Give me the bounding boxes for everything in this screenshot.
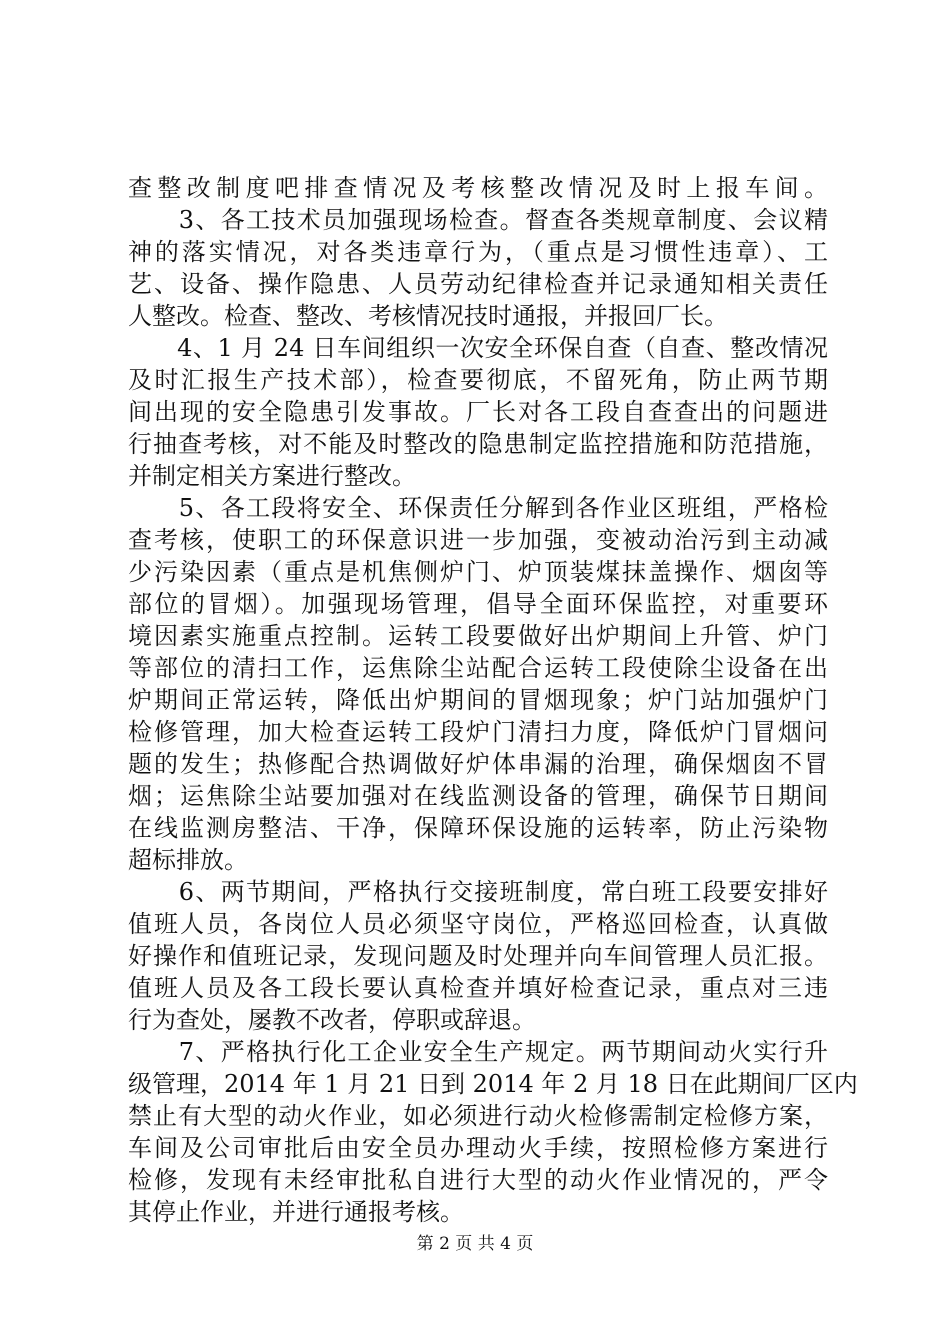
text-line: 间出现的安全隐患引发事故。厂长对各工段自查查出的问题进 — [128, 398, 828, 426]
text-line: 4、1 月 24 日车间组织一次安全环保自查（自查、整改情况 — [128, 334, 828, 362]
text-line: 并制定相关方案进行整改。 — [128, 462, 416, 490]
text-line: 烟；运焦除尘站要加强对在线监测设备的管理，确保节日期间 — [128, 782, 828, 810]
text-line: 值班人员及各工段长要认真检查并填好检查记录，重点对三违 — [128, 974, 828, 1002]
page-number: 第 2 页 共 4 页 — [416, 1234, 534, 1254]
text-line: 境因素实施重点控制。运转工段要做好出炉期间上升管、炉门 — [128, 622, 828, 650]
text-line: 5、各工段将安全、环保责任分解到各作业区班组，严格检 — [128, 494, 828, 522]
text-line: 禁止有大型的动火作业，如必须进行动火检修需制定检修方案， — [128, 1102, 828, 1130]
text-line: 车间及公司审批后由安全员办理动火手续，按照检修方案进行 — [128, 1134, 828, 1162]
text-line: 炉期间正常运转，降低出炉期间的冒烟现象；炉门站加强炉门 — [128, 686, 828, 714]
text-line: 7、严格执行化工企业安全生产规定。两节期间动火实行升 — [128, 1038, 828, 1066]
text-line: 3、各工技术员加强现场检查。督查各类规章制度、会议精 — [128, 206, 828, 234]
text-line: 行为查处，屡教不改者，停职或辞退。 — [128, 1006, 536, 1034]
text-line: 行抽查考核，对不能及时整改的隐患制定监控措施和防范措施， — [128, 430, 828, 458]
text-line: 其停止作业，并进行通报考核。 — [128, 1198, 464, 1226]
text-line: 及时汇报生产技术部），检查要彻底，不留死角，防止两节期 — [128, 366, 828, 394]
text-line: 6、两节期间，严格执行交接班制度，常白班工段要安排好 — [128, 878, 828, 906]
text-line: 等部位的清扫工作，运焦除尘站配合运转工段使除尘设备在出 — [128, 654, 828, 682]
text-line: 超标排放。 — [128, 846, 248, 874]
text-line: 检修管理，加大检查运转工段炉门清扫力度，降低炉门冒烟问 — [128, 718, 828, 746]
text-line: 值班人员，各岗位人员必须坚守岗位，严格巡回检查，认真做 — [128, 910, 828, 938]
text-line: 少污染因素（重点是机焦侧炉门、炉顶装煤抹盖操作、烟囱等 — [128, 558, 828, 586]
text-line: 检修，发现有未经审批私自进行大型的动火作业情况的，严令 — [128, 1166, 828, 1194]
text-line: 查整改制度吧排查情况及考核整改情况及时上报车间。 — [128, 174, 828, 202]
text-line: 级管理，2014 年 1 月 21 日到 2014 年 2 月 18 日在此期间厂区内 — [128, 1070, 858, 1098]
text-line: 题的发生；热修配合热调做好炉体串漏的治理，确保烟囱不冒 — [128, 750, 828, 778]
text-line: 人整改。检查、整改、考核情况技时通报，并报回厂长。 — [128, 302, 728, 330]
text-line: 好操作和值班记录，发现问题及时处理并向车间管理人员汇报。 — [128, 942, 828, 970]
text-line: 查考核，使职工的环保意识进一步加强，变被动治污到主动减 — [128, 526, 828, 554]
text-line: 神的落实情况，对各类违章行为，（重点是习惯性违章）、工 — [128, 238, 828, 266]
text-line: 在线监测房整洁、干净，保障环保设施的运转率，防止污染物 — [128, 814, 828, 842]
text-line: 艺、设备、操作隐患、人员劳动纪律检查并记录通知相关责任 — [128, 270, 828, 298]
text-line: 部位的冒烟）。加强现场管理，倡导全面环保监控，对重要环 — [128, 590, 828, 618]
